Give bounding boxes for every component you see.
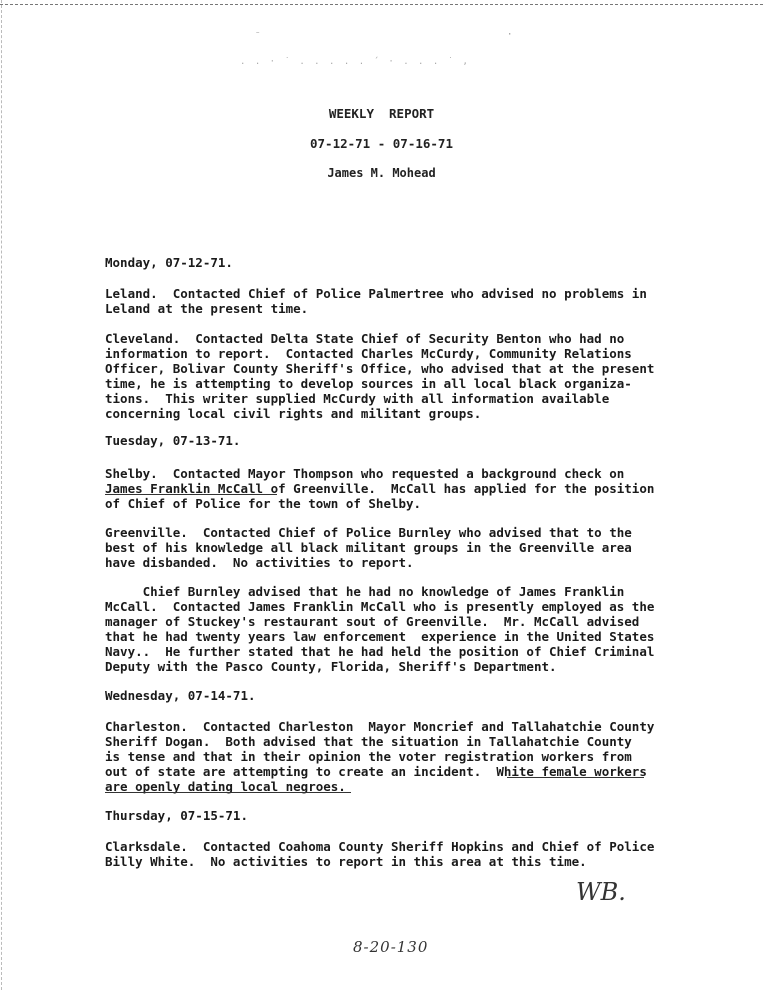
handwritten-underline: [507, 777, 644, 778]
handwritten-file-number: 8-20-130: [353, 938, 429, 956]
report-title: WEEKLY REPORT: [328, 106, 435, 121]
top-perforation: [0, 4, 763, 5]
entry-paragraph: Cleveland. Contacted Delta State Chief of Security Benton who had no information to report. Contacted Charles McCurdy, Community Relations Officer, Bolivar County Sheriff's Office, who advised that at the present time, he is attempting to develop sources in all local black organiza- tions. This writer supplied McCurdy with all information available concerning local civil rights and militant groups.: [105, 331, 655, 421]
day-heading: Wednesday, 07-14-71.: [105, 688, 256, 703]
day-heading: Tuesday, 07-13-71.: [105, 433, 241, 448]
entry-paragraph: Shelby. Contacted Mayor Thompson who requested a background check on James Franklin McCall of Greenville. McCall has applied for the position of Chief of Police for the town of Shelby.: [105, 466, 655, 511]
entry-paragraph: Chief Burnley advised that he had no knowledge of James Franklin McCall. Contacted James Franklin McCall who is presently employed as the manager of Stuckey's restaurant sout of Greenville. Mr. McCall advised that he had twenty years law enforcement experience in the United States Navy.. He further stated that he had held the position of Chief Criminal Deputy with the Pasco County, Florida, Sheriff's Department.: [105, 584, 655, 674]
day-heading: Monday, 07-12-71.: [105, 255, 233, 270]
day-heading: Thursday, 07-15-71.: [105, 808, 248, 823]
report-author: James M. Mohead: [327, 166, 436, 180]
entry-paragraph: Clarksdale. Contacted Coahoma County Sheriff Hopkins and Chief of Police Billy White. No activities to report in this area at this time.: [105, 839, 655, 869]
report-dates: 07-12-71 - 07-16-71: [310, 136, 453, 151]
entry-paragraph: Charleston. Contacted Charleston Mayor Moncrief and Tallahatchie County Sheriff Dogan. Both advised that the situation in Tallahatchie County is tense and that in their opinion the voter registration workers from out of state are attempting to create an incident. White female workers are openly dating local negroes.: [105, 719, 655, 794]
entry-paragraph: Greenville. Contacted Chief of Police Burnley who advised that to the best of his knowledge all black militant groups in the Greenville area have disbanded. No activities to report.: [105, 525, 632, 570]
scan-mark: ⁻: [255, 30, 263, 40]
scan-mark: ·: [507, 30, 515, 40]
handwritten-underline: [105, 494, 277, 495]
entry-paragraph: Leland. Contacted Chief of Police Palmertree who advised no problems in Leland at the present time.: [105, 286, 647, 316]
handwritten-underline: [105, 792, 351, 793]
handwritten-initials: WB.: [576, 878, 626, 906]
scan-noise: . . · ˙ . . . . . ´ · . . . ˙ ,: [240, 57, 470, 67]
